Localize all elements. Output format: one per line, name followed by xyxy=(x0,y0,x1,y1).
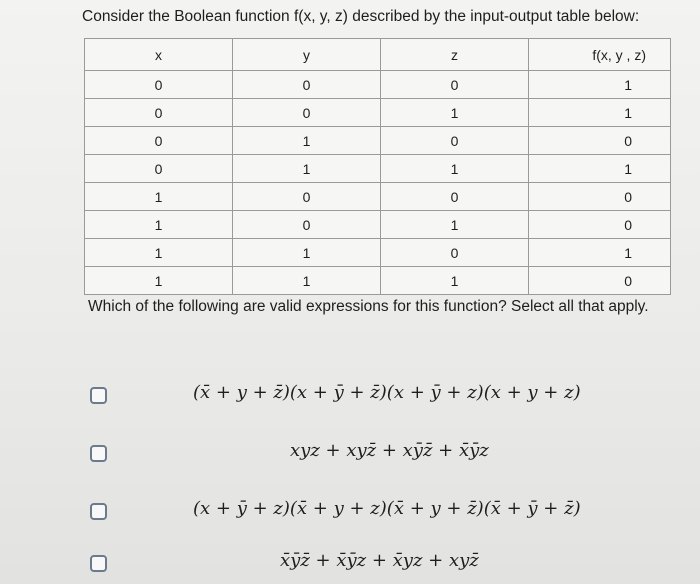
cell-f: 0 xyxy=(529,127,671,155)
option-expression: xyz + xyz̄ + xȳz̄ + x̄ȳz xyxy=(290,440,489,461)
header-x: x xyxy=(85,39,233,71)
cell-y: 1 xyxy=(233,127,381,155)
cell-z: 1 xyxy=(381,267,529,295)
table-header-row xyxy=(85,39,671,71)
option-expression: x̄ȳz̄ + x̄ȳz + x̄yz + xyz̄ xyxy=(280,550,479,571)
cell-x: 1 xyxy=(85,267,233,295)
option-checkbox[interactable] xyxy=(90,503,107,520)
option-expression: (x̄ + y + z̄)(x + ȳ + z̄)(x + ȳ + z)(x + y + z) xyxy=(193,382,581,403)
cell-y: 1 xyxy=(233,155,381,183)
cell-x: 1 xyxy=(85,211,233,239)
table-row xyxy=(85,239,671,267)
table-row xyxy=(85,71,671,99)
cell-z: 0 xyxy=(381,239,529,267)
cell-f: 1 xyxy=(529,239,671,267)
cell-z: 0 xyxy=(381,183,529,211)
cell-z: 1 xyxy=(381,99,529,127)
cell-f: 0 xyxy=(529,267,671,295)
option-1[interactable] xyxy=(90,382,690,412)
cell-z: 1 xyxy=(381,155,529,183)
option-4[interactable] xyxy=(90,550,690,580)
cell-x: 0 xyxy=(85,99,233,127)
header-y: y xyxy=(233,39,381,71)
cell-f: 0 xyxy=(529,211,671,239)
cell-x: 0 xyxy=(85,71,233,99)
cell-y: 0 xyxy=(233,71,381,99)
select-prompt: Which of the following are valid expressions for this function? Select all that apply. xyxy=(88,298,649,315)
cell-z: 0 xyxy=(381,127,529,155)
cell-y: 0 xyxy=(233,183,381,211)
cell-y: 1 xyxy=(233,239,381,267)
cell-f: 1 xyxy=(529,99,671,127)
header-f: f(x, y , z) xyxy=(529,39,671,71)
table-row xyxy=(85,267,671,295)
option-expression: (x + ȳ + z)(x̄ + y + z)(x̄ + y + z̄)(x̄ + ȳ + z̄) xyxy=(193,498,581,519)
option-checkbox[interactable] xyxy=(90,555,107,572)
option-checkbox[interactable] xyxy=(90,445,107,462)
cell-x: 0 xyxy=(85,127,233,155)
cell-z: 0 xyxy=(381,71,529,99)
cell-y: 0 xyxy=(233,211,381,239)
option-checkbox[interactable] xyxy=(90,387,107,404)
cell-x: 1 xyxy=(85,239,233,267)
table-row xyxy=(85,127,671,155)
question-text: Consider the Boolean function f(x, y, z) described by the input-output table below: xyxy=(82,8,640,25)
cell-f: 1 xyxy=(529,155,671,183)
cell-f: 0 xyxy=(529,183,671,211)
cell-z: 1 xyxy=(381,211,529,239)
header-z: z xyxy=(381,39,529,71)
table-row xyxy=(85,183,671,211)
table-row xyxy=(85,211,671,239)
cell-y: 0 xyxy=(233,99,381,127)
table-row xyxy=(85,155,671,183)
option-2[interactable] xyxy=(90,440,690,470)
cell-x: 0 xyxy=(85,155,233,183)
table-row xyxy=(85,99,671,127)
cell-x: 1 xyxy=(85,183,233,211)
truth-table xyxy=(84,38,671,295)
option-3[interactable] xyxy=(90,498,690,528)
cell-f: 1 xyxy=(529,71,671,99)
cell-y: 1 xyxy=(233,267,381,295)
